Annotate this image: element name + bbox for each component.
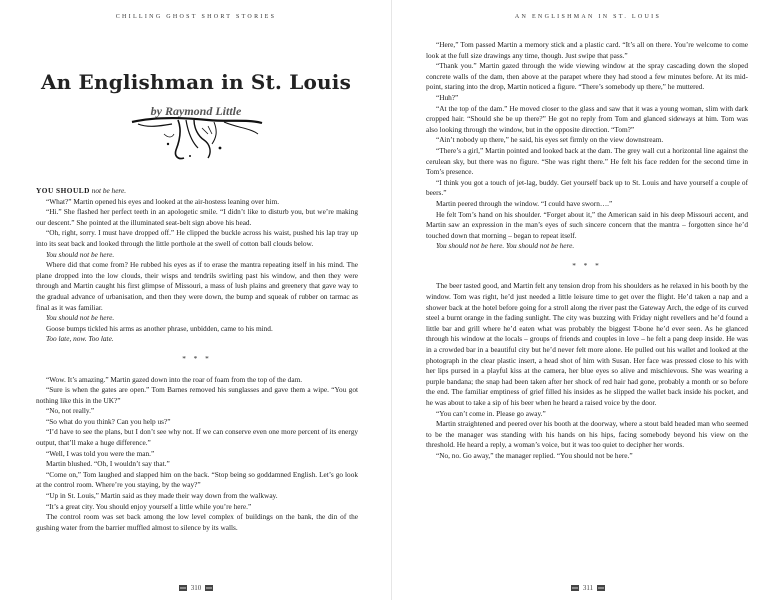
paragraph: “Here,” Tom passed Martin a memory stick and a plastic card. “It’s all on there. You’re welcome to come look at the full size drawings any time, though. Just swipe that pass.” [426,40,748,60]
paragraph: He felt Tom’s hand on his shoulder. “Forget about it,” the American said in his deep Missouri accent, and Martin saw an expression in the man’s eyes of such sincere concern that the mantra – forgotten since he’d touched down that morning – began to repeat itself. [426,209,748,240]
paragraph: “What?” Martin opened his eyes and looked at the air-hostess leaning over him. [46,196,280,206]
byline: by Raymond Little [150,104,242,118]
mantra-line: You should not be here. [46,249,115,259]
paragraph: Where did that come from? He rubbed his eyes as if to erase the mantra repeating itself in his mind. The plane dropped into the low clouds, their wisps and tendrils swirling past his window, and then they were through and Martin caught his first glimpse of Missouri, a mass of lush plains and greenery that gave way to the gradual advance of urbanisation, and then they were down, the bump and squeak of rubber on tarmac as final as it was familiar. [36,260,358,312]
paragraph: “Thank you.” Martin gazed through the wide viewing window at the spray cascading down the sloped concrete walls of the dam, then above at the parapet where they had stood a few minutes before. At its mid-point, staring into the drop, Martin noticed a figure. “There’s somebody up there,” he muttered. [426,61,748,92]
paragraph: “No, not really.” [46,406,95,416]
folio-ornament-icon [205,585,213,591]
paragraph: “Huh?” [436,92,459,102]
title-block [30,70,362,119]
paragraph: “You can’t come in. Please go away.” [436,408,546,418]
paragraph: “Oh, right, sorry. I must have dropped off.” He clipped the buckle across his waist, pushed his lap tray up into its seat back and looked through the little porthole at the swell of cotton ball clouds below. [36,228,358,248]
mantra-line: Too late, now. Too late. [46,334,114,344]
page-number-left [0,584,392,592]
right-body-text [426,40,748,462]
paragraph: “There’s a girl,” Martin pointed and looked back at the dam. The grey wall cut a horizontal line against the cerulean sky, but there was no figure. “She was right there.” He felt his face redden for the second time in Tom’s presence. [426,145,748,177]
paragraph: “Up in St. Louis,” Martin said as they made their way down from the walkway. [46,491,278,501]
paragraph: Martin blushed. “Oh, I wouldn’t say that.” [46,459,170,469]
folio-ornament-icon [179,585,187,591]
paragraph: Martin straightened and peered over his booth at the doorway, where a stout bald headed man who seemed to be the manager was standing with his hands on his hips, facing somebody beyond his view on the threshold. He heard a reply, a woman’s voice, but it was too quiet to decipher her words. [426,419,748,450]
scene-break: * * * [572,260,602,270]
paragraph: “I’d have to see the plans, but I don’t see why not. If we can conserve even one more percent of its energy output, that’ll make a huge difference.” [36,427,358,448]
paragraph: “Sure is when the gates are open.” Tom Barnes removed his sunglasses and gave them a wipe. “You got nothing like this in the UK?” [36,385,358,405]
page-number-right [392,584,784,592]
left-body-text [36,186,358,533]
running-head-left: CHILLING GHOST SHORT STORIES [115,14,277,20]
ink-flourish-ornament-icon [128,114,266,162]
folio-ornament-icon [597,585,605,591]
paragraph: “Come on,” Tom laughed and slapped him on the back. “Stop being so goddamned English. Let’s go look at the control room. Where’re you staying, by the way?” [36,469,358,490]
scene-break: * * * [182,353,212,363]
paragraph: The beer tasted good, and Martin felt any tension drop from his shoulders as he relaxed in his booth by the window. Tom was right, he’d just needed a little leisure time to get over the flight. He’d taken a nap and a shower back at the hotel before going for a stroll along the river past the Gateway Arch, the edge of its curved steel a burnt orange in the fading sunlight. The city was buzzing with Friday night revellers and he’d found a little bar and grill where he’d eaten what was probably the biggest T-bone he’d ever seen. As he glanced through his window at the locals – groups of friends and couples in love – he felt a pang deep inside. He was in a crowded bar in a beautiful city but he’d never felt more alone. He pulled out his wallet and looked at the photograph in the clear plastic insert, a head shot of him with Susan. Her face was pressed close to his with her lips pursed in a playful kiss at the camera, her blue eyes so alive and mischievous. She was wearing a purple bandana; the snap had been taken after her shock of red hair had gone, probably a month or so before the end. The familiar emptiness of grief filled his insides as he slipped the wallet back inside his pocket, and he was about to take a sip of his beer when he heard a raised voice by the door. [426,281,748,407]
paragraph: “At the top of the dam.” He moved closer to the glass and saw that it was a young woman, slim with dark cropped hair. “Should she be up there?” He got no reply from Tom and glanced sideways at him. Tom was also looking through the window, but in the opposite direction. “Tom?” [426,103,748,134]
paragraph: “No, no. Go away,” the manager replied. “You should not be here.” [436,450,633,460]
page-number: 311 [582,584,594,592]
paragraph: “I think you got a touch of jet-lag, buddy. Get yourself back up to St. Louis and have yourself a couple of beers.” [426,177,748,198]
paragraph: Martin peered through the window. “I could have sworn….” [436,198,613,208]
opening-line: YOU SHOULD not be here. [36,186,127,195]
paragraph: “Ain’t nobody up there,” he said, his eyes set firmly on the view downstream. [436,135,664,145]
paragraph: “Hi.” She flashed her perfect teeth in an apologetic smile. “I didn’t like to disturb you, but we’re making our descent.” She pointed at the illuminated seat-belt sign above his head. [36,207,358,227]
paragraph: Goose bumps tickled his arms as another phrase, unbidden, came to his mind. [46,323,273,333]
mantra-line: You should not be here. [46,313,115,323]
running-head-right: AN ENGLISHMAN IN ST. LOUIS [514,14,662,20]
paragraph: “Wow. It’s amazing.” Martin gazed down into the roar of foam from the top of the dam. [46,374,303,384]
paragraph: The control room was set back among the low level complex of buildings on the bank, the din of the gushing water from the barrier muffled almost to silence by its walls. [36,512,358,532]
right-page [392,0,784,600]
story-title: An Englishman in St. Louis [40,70,352,94]
mantra-line: You should not be here. You should not be here. [436,241,575,251]
page-number: 310 [190,584,202,592]
paragraph: “Well, I was told you were the man.” [46,448,155,458]
folio-ornament-icon [571,585,579,591]
paragraph: “So what do you think? Can you help us?” [46,416,171,426]
paragraph: “It’s a great city. You should enjoy yourself a little while you’re here.” [46,501,252,511]
